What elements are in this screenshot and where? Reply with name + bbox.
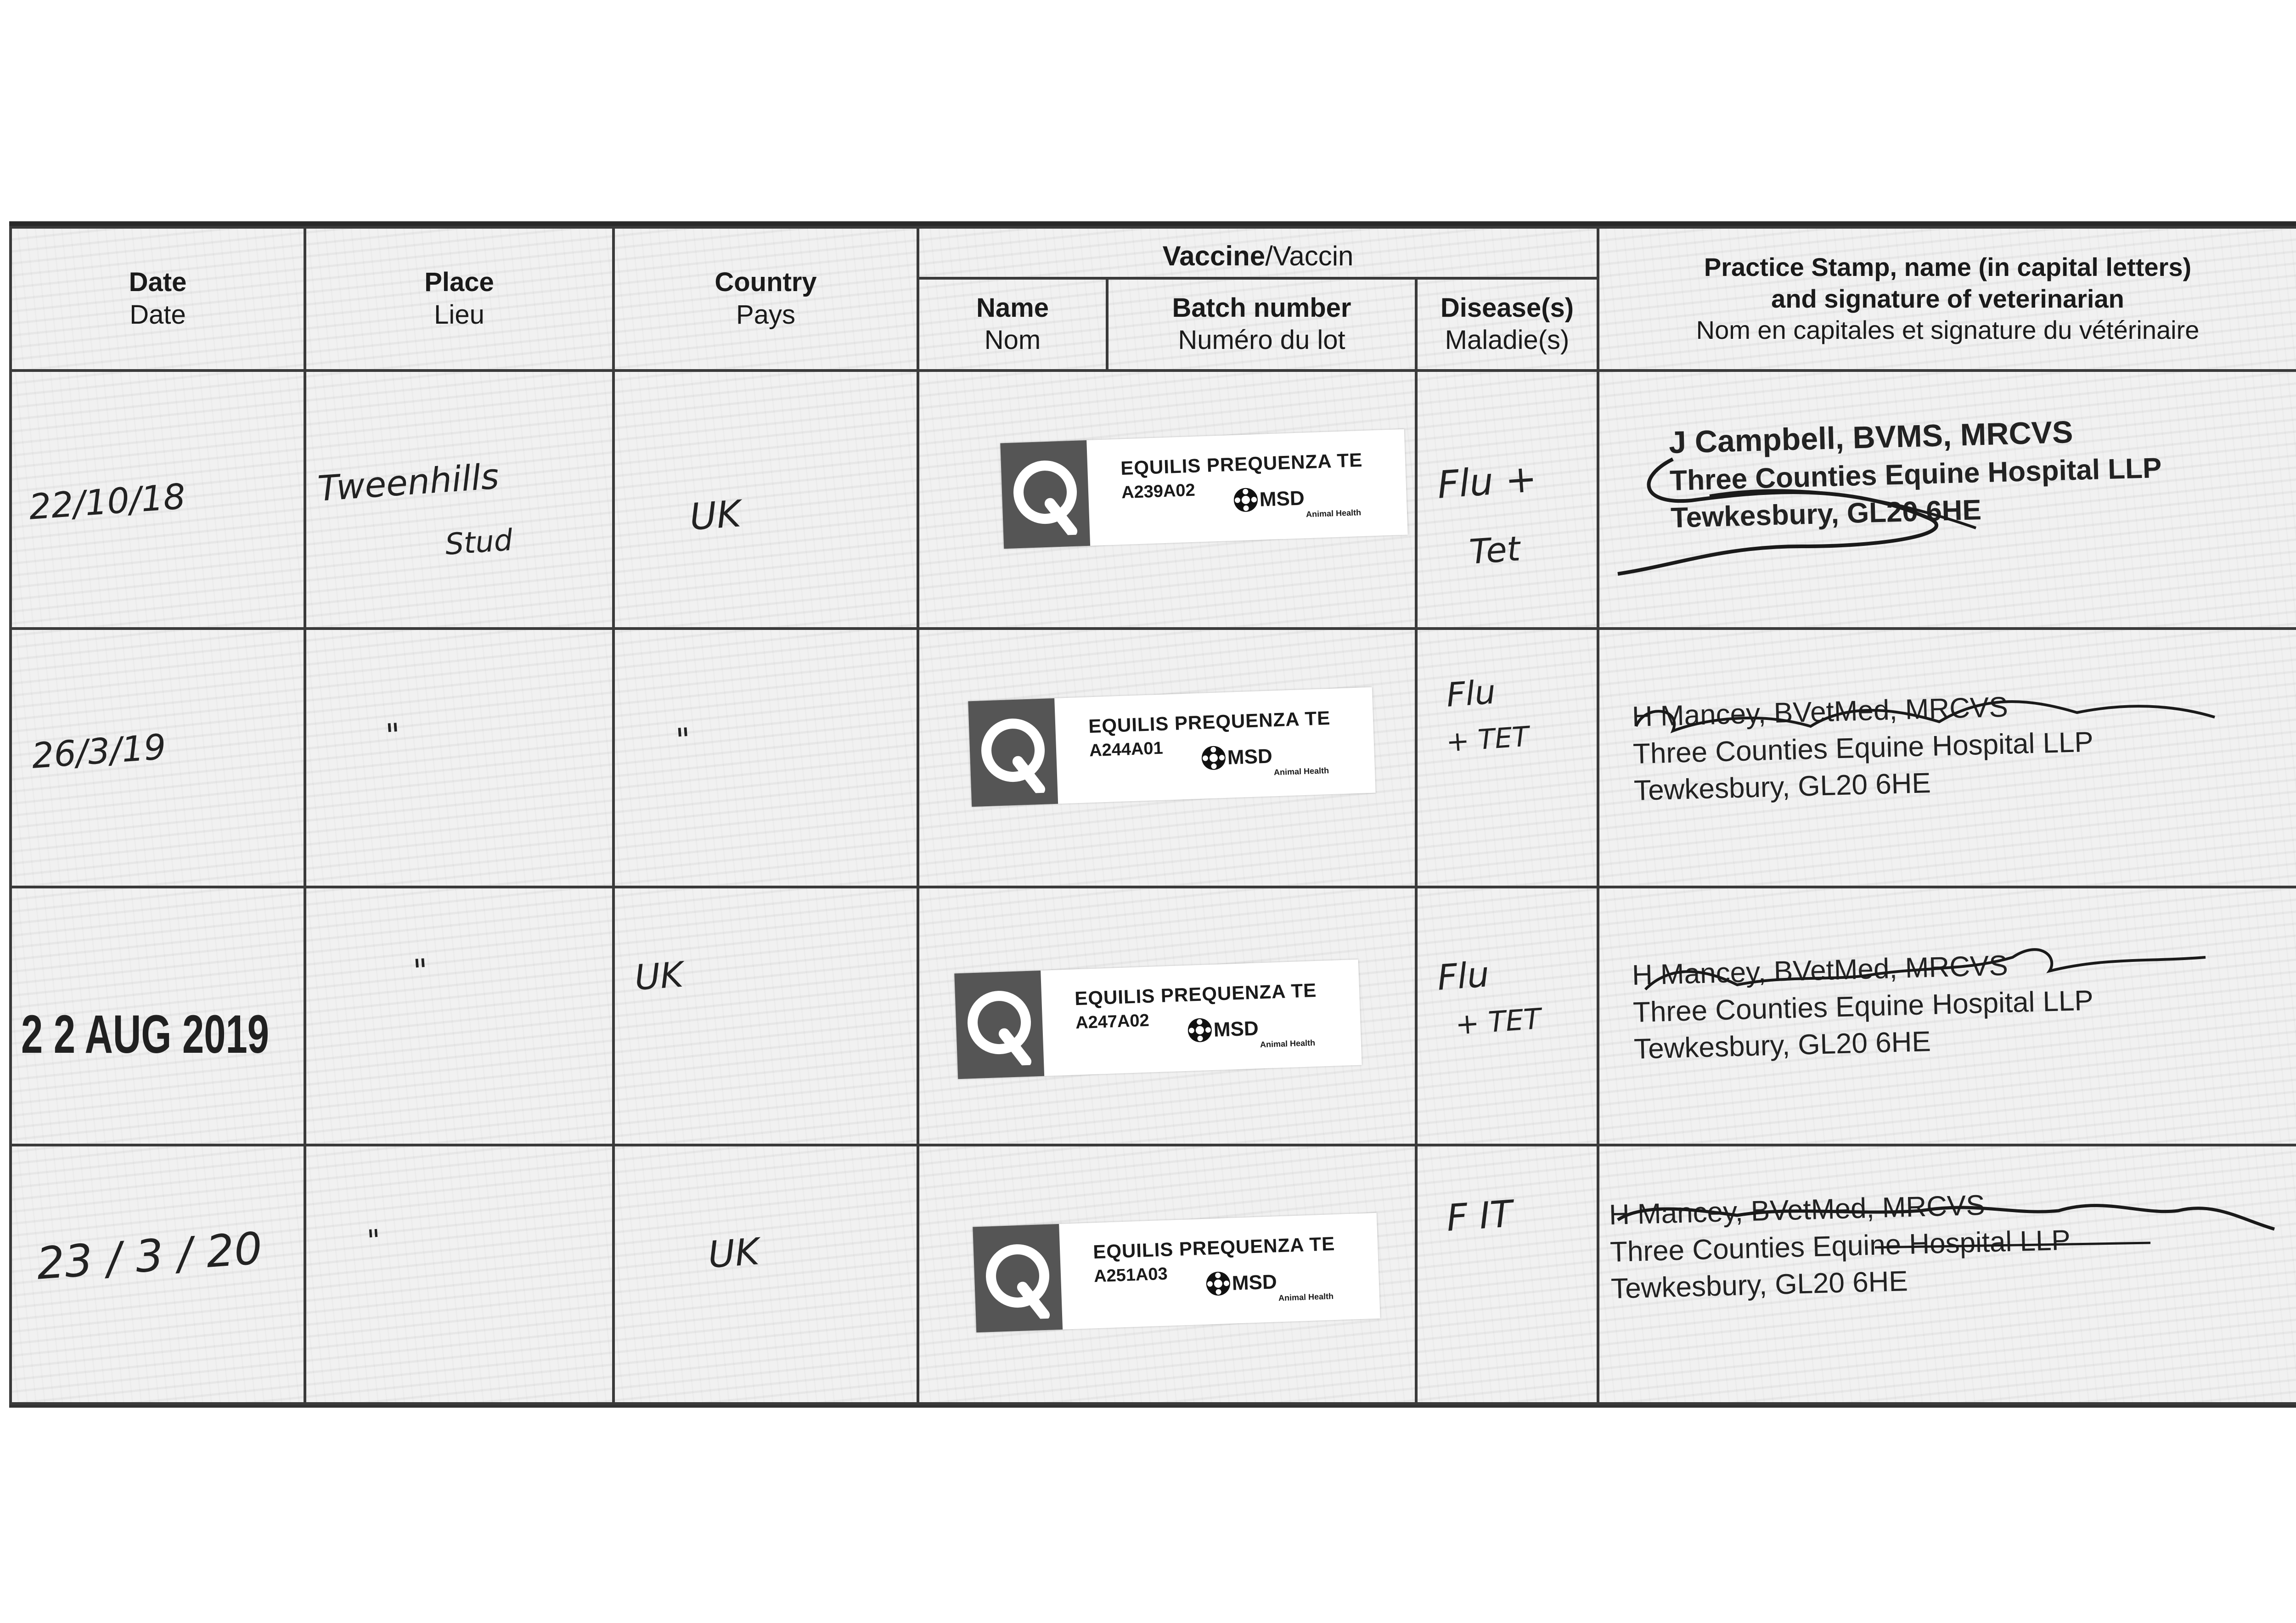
q-logo-icon (1000, 440, 1090, 549)
place-value: " (366, 1224, 382, 1259)
vet-signature (1618, 930, 2261, 1022)
vaccination-record-sheet (9, 221, 2296, 1408)
vet-signature (1599, 1179, 2288, 1270)
vaccine-sticker (968, 687, 1375, 807)
msd-logo-icon (1204, 1269, 1232, 1298)
header-vaccine-group (918, 227, 1598, 278)
q-logo-icon (954, 971, 1044, 1079)
place-value-line2: Stud (444, 523, 514, 562)
disease-value-line2: + TET (1454, 1001, 1542, 1041)
vaccine-label-cell (918, 887, 1416, 1146)
vet-address: Tewkesbury, GL20 6HE (1610, 1265, 1908, 1305)
disease-value: Flu + (1436, 456, 1538, 507)
header-batch-fr: Numéro du lot (1178, 325, 1345, 355)
vaccine-label-cell (918, 371, 1416, 629)
date-cell (11, 371, 305, 629)
header-vaccine-fr: /Vaccin (1265, 241, 1354, 272)
header-country (613, 227, 918, 371)
disease-value-line2: + TET (1445, 720, 1531, 759)
country-value: UK (633, 954, 685, 998)
vaccination-table (9, 226, 2296, 1405)
q-logo-icon (973, 1224, 1063, 1332)
header-batch (1107, 278, 1416, 370)
brand-name: MSD (1213, 1017, 1259, 1041)
header-stamp-en-1: Practice Stamp, name (in capital letters) (1704, 253, 2192, 282)
stamp-cell (1598, 887, 2296, 1146)
header-place (305, 227, 613, 371)
msd-logo-icon (1186, 1016, 1214, 1045)
vaccine-sticker (954, 960, 1362, 1079)
header-date (11, 227, 305, 371)
brand-sub: Animal Health (1278, 1292, 1334, 1303)
disease-value: Flu (1445, 672, 1497, 715)
table-row (11, 371, 2296, 629)
date-value: 26/3/19 (30, 726, 168, 777)
batch-number: A239A02 (1121, 480, 1196, 502)
brand-name: MSD (1227, 745, 1273, 769)
brand-sub: Animal Health (1273, 766, 1329, 777)
header-disease-en: Disease(s) (1440, 292, 1574, 323)
header-name-en: Name (976, 292, 1049, 323)
header-date-en: Date (129, 267, 187, 298)
vaccine-sticker (1000, 429, 1407, 549)
batch-number: A251A03 (1093, 1264, 1168, 1286)
header-disease (1416, 278, 1598, 370)
country-value: " (675, 720, 692, 760)
vet-signature (1618, 676, 2261, 768)
msd-logo-icon (1232, 485, 1260, 514)
stamp-cell (1598, 629, 2296, 887)
vet-name: H Mancey, BVetMed, MRCVS (1632, 949, 2009, 991)
vaccine-label-cell (918, 1145, 1416, 1404)
brand-sub: Animal Health (1306, 507, 1362, 519)
date-value: 22/10/18 (28, 475, 187, 528)
disease-value: F IT (1445, 1192, 1514, 1240)
table-row (11, 629, 2296, 887)
header-batch-en: Batch number (1172, 292, 1351, 323)
vet-practice: Three Counties Equine Hospital LLP (1632, 726, 2094, 770)
batch-number: A244A01 (1089, 738, 1164, 761)
header-practice-stamp (1598, 227, 2296, 371)
brand-name: MSD (1232, 1270, 1277, 1295)
disease-cell (1416, 629, 1598, 887)
brand-sub: Animal Health (1260, 1038, 1316, 1050)
product-name: EQUILIS PREQUENZA TE (1088, 707, 1331, 737)
vet-address: Tewkesbury, GL20 6HE (1633, 767, 1931, 807)
vet-address: Tewkesbury, GL20 6HE (1670, 494, 1982, 534)
date-value: 23 / 3 / 20 (35, 1223, 264, 1290)
header-stamp-fr: Nom en capitales et signature du vétérinaire (1696, 315, 2200, 344)
header-name-fr: Nom (984, 325, 1041, 355)
vet-name: H Mancey, BVetMed, MRCVS (1632, 691, 2009, 733)
disease-cell (1416, 887, 1598, 1146)
vaccine-label-cell (918, 629, 1416, 887)
vet-name: H Mancey, BVetMed, MRCVS (1609, 1189, 1986, 1231)
date-cell (11, 887, 305, 1146)
q-logo-icon (968, 698, 1058, 807)
disease-cell (1416, 371, 1598, 629)
place-value: Tweenhills (316, 455, 501, 509)
vaccine-sticker (973, 1213, 1380, 1333)
stamp-cell (1598, 371, 2296, 629)
header-stamp-en-2: and signature of veterinarian (1771, 284, 2124, 313)
country-value: UK (688, 492, 743, 539)
header-country-fr: Pays (736, 299, 795, 330)
header-place-en: Place (424, 267, 494, 298)
header-country-en: Country (715, 267, 817, 298)
disease-value-line2: Tet (1468, 528, 1522, 572)
vet-practice: Three Counties Equine Hospital LLP (1609, 1224, 2071, 1268)
country-cell (613, 887, 918, 1146)
header-name (918, 278, 1107, 370)
vet-address: Tewkesbury, GL20 6HE (1633, 1025, 1931, 1065)
place-cell (305, 1145, 613, 1404)
product-name: EQUILIS PREQUENZA TE (1074, 979, 1317, 1010)
place-cell (305, 887, 613, 1146)
place-value: " (412, 951, 429, 990)
msd-logo-icon (1199, 744, 1228, 772)
vet-name: J Campbell, BVMS, MRCVS (1668, 414, 2074, 460)
date-cell (11, 629, 305, 887)
product-name: EQUILIS PREQUENZA TE (1120, 449, 1363, 479)
vet-practice: Three Counties Equine Hospital LLP (1632, 984, 2094, 1028)
header-vaccine-en: Vaccine (1162, 241, 1266, 272)
disease-cell (1416, 1145, 1598, 1404)
date-value: 2 2 AUG 2019 (21, 1004, 269, 1065)
header-place-fr: Lieu (434, 299, 484, 330)
brand-name: MSD (1259, 487, 1305, 511)
vet-signature (1609, 427, 2206, 592)
place-cell (305, 629, 613, 887)
country-value: UK (707, 1230, 761, 1277)
stamp-cell (1598, 1145, 2296, 1404)
header-disease-fr: Maladie(s) (1445, 325, 1570, 355)
date-cell (11, 1145, 305, 1404)
header-date-fr: Date (129, 299, 186, 330)
vet-practice: Three Counties Equine Hospital LLP (1669, 452, 2162, 497)
place-cell (305, 371, 613, 629)
place-value: " (384, 716, 402, 755)
country-cell (613, 1145, 918, 1404)
table-row (11, 887, 2296, 1146)
product-name: EQUILIS PREQUENZA TE (1092, 1233, 1335, 1263)
disease-value: Flu (1436, 953, 1491, 998)
table-row (11, 1145, 2296, 1404)
country-cell (613, 629, 918, 887)
batch-number: A247A02 (1075, 1011, 1150, 1033)
country-cell (613, 371, 918, 629)
